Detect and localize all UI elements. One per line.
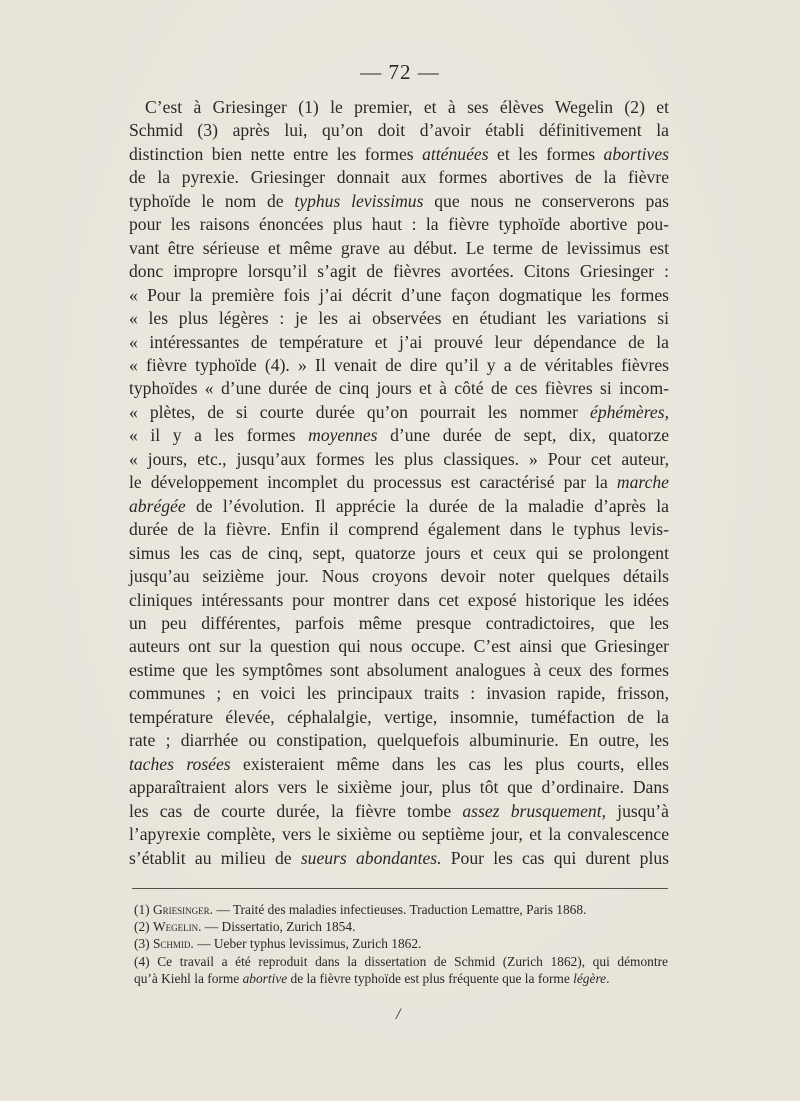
italic-text: abortive xyxy=(242,970,288,986)
text-line xyxy=(129,471,669,494)
text-run: typhoïdes « d’une durée de cinq jours et à côté de ces fièvres si incom- xyxy=(129,378,669,399)
italic-text: moyennes xyxy=(308,425,378,446)
text-run: C’est à Griesinger (1) le premier, et à ses élèves Wegelin (2) et xyxy=(145,97,669,117)
text-run: Schmid (3) après lui, qu’on doit d’avoir établi définitivement la xyxy=(129,120,669,141)
footnote-line xyxy=(134,918,668,935)
italic-text: sueurs abondantes. xyxy=(300,847,442,868)
text-line xyxy=(129,776,669,799)
footnote-line xyxy=(134,901,668,918)
text-run: « les plus légères : je les ai observées en étudiant les variations si xyxy=(129,308,669,329)
text-run: vant être sérieuse et même grave au début. Le terme de levissimus est xyxy=(129,237,669,258)
text-run: distinction bien nette entre les formes xyxy=(129,143,423,164)
italic-text: abortives xyxy=(603,143,669,164)
text-run: « Pour la première fois j’ai décrit d’une façon dogmatique les formes xyxy=(129,284,669,305)
text-run: (4) Ce travail a été reproduit dans la dissertation de Schmid (Zurich 1862), qui démontre xyxy=(134,953,668,969)
text-run: Pour les cas qui durent plus xyxy=(441,847,669,868)
text-line xyxy=(129,354,669,377)
text-line xyxy=(129,401,669,424)
text-line xyxy=(129,565,669,588)
text-line xyxy=(129,166,669,189)
text-run: jusqu’à xyxy=(605,800,669,821)
italic-text: légère xyxy=(573,970,607,986)
text-line xyxy=(129,284,669,307)
text-run: auteurs ont sur la question qui nous occupe. C’est ainsi que Griesinger xyxy=(129,636,669,657)
text-run: « jours, etc., jusqu’aux formes les plus classiques. » Pour cet auteur, xyxy=(129,448,669,469)
author-name: Wegelin xyxy=(152,919,199,935)
footnote-line xyxy=(134,970,668,987)
body-text xyxy=(129,96,669,870)
italic-text: marche xyxy=(616,472,669,493)
author-name: Griesinger xyxy=(152,902,210,917)
text-line xyxy=(129,495,669,518)
text-line xyxy=(129,612,669,635)
text-line xyxy=(129,213,669,236)
text-line xyxy=(129,424,669,447)
text-run: qu’à Kiehl la forme xyxy=(134,970,243,986)
text-line xyxy=(129,847,669,870)
text-run: typhoïde le nom de xyxy=(129,190,295,211)
text-run: de l’évolution. Il apprécie la durée de la maladie d’après la xyxy=(185,495,669,516)
text-line xyxy=(129,260,669,283)
text-run: simus les cas de cinq, sept, quatorze jours et ceux qui se prolongent xyxy=(129,542,669,563)
text-line xyxy=(129,542,669,565)
text-run: existeraient même dans les cas les plus courts, elles xyxy=(230,753,669,774)
italic-text: assez brusquement, xyxy=(462,800,606,821)
italic-text: typhus levissimus xyxy=(294,190,424,211)
text-run: « fièvre typhoïde (4). » Il venait de dire qu’il y a de véritables fièvres xyxy=(129,354,669,375)
text-line xyxy=(129,307,669,330)
text-run: température élevée, céphalalgie, vertige, insomnie, tuméfaction de la xyxy=(129,706,669,727)
text-line xyxy=(129,800,669,823)
text-run: d’une durée de sept, dix, quatorze xyxy=(377,425,669,446)
text-run: s’établit au milieu de xyxy=(129,847,301,868)
text-line xyxy=(129,96,669,119)
text-run: estime que les symptômes sont absolument analogues à ceux des formes xyxy=(129,659,669,680)
footnotes xyxy=(134,901,668,987)
text-run: . — Dissertatio, Zurich 1854. xyxy=(198,919,356,935)
author-name: Schmid xyxy=(152,936,191,952)
text-line xyxy=(129,729,669,752)
text-run: les cas de courte durée, la fièvre tombe xyxy=(129,800,463,821)
text-run: . — Traité des maladies infectieuses. Traduction Lemattre, Paris 1868. xyxy=(209,902,587,917)
text-line xyxy=(129,377,669,400)
text-run: « il y a les formes xyxy=(129,425,309,446)
italic-text: atténuées xyxy=(422,143,489,164)
page-number: — 72 — xyxy=(360,60,440,84)
text-run: de la fièvre typhoïde est plus fréquente que la forme xyxy=(287,970,574,986)
text-line xyxy=(129,237,669,260)
text-line xyxy=(129,119,669,142)
text-run: « intéressantes de température et j’ai prouvé leur dépendance de la xyxy=(129,331,669,352)
text-run: « plètes, de si courte durée qu’on pourrait les nommer xyxy=(129,401,591,422)
text-line xyxy=(129,518,669,541)
text-line xyxy=(129,448,669,471)
text-run: et les formes xyxy=(488,143,604,164)
text-line xyxy=(129,753,669,776)
text-run: jusqu’au seizième jour. Nous croyons devoir noter quelques détails xyxy=(129,566,669,587)
text-run: rate ; diarrhée ou constipation, quelquefois albuminurie. En outre, les xyxy=(129,730,669,751)
text-line xyxy=(129,190,669,213)
text-run: . xyxy=(606,970,610,986)
text-run: (1) xyxy=(134,902,153,917)
footnote-line xyxy=(134,935,668,952)
text-run: apparaîtraient alors vers le sixième jour, plus tôt que d’ordinaire. Dans xyxy=(129,777,669,798)
text-line xyxy=(129,589,669,612)
text-run: l’apyrexie complète, vers le sixième ou septième jour, et la convalescence xyxy=(129,824,669,845)
text-run: durée de la fièvre. Enfin il comprend également dans le typhus levis- xyxy=(129,519,669,540)
text-line xyxy=(129,331,669,354)
footnote-line xyxy=(134,953,668,970)
italic-text: éphémères, xyxy=(590,401,669,422)
text-run: . — Ueber typhus levissimus, Zurich 1862. xyxy=(190,936,422,952)
text-line xyxy=(129,823,669,846)
italic-text: taches rosées xyxy=(129,753,231,774)
text-run: communes ; en voici les principaux traits : invasion rapide, frisson, xyxy=(129,683,669,704)
text-line xyxy=(129,143,669,166)
text-line xyxy=(129,682,669,705)
text-line xyxy=(129,635,669,658)
text-run: le développement incomplet du processus est caractérisé par la xyxy=(129,472,617,493)
text-run: cliniques intéressants pour montrer dans cet exposé historique les idées xyxy=(129,589,669,610)
text-run: que nous ne conserverons pas xyxy=(423,190,669,211)
text-run: pour les raisons énoncées plus haut : la fièvre typhoïde abortive pou- xyxy=(129,214,669,235)
text-run: un peu différentes, parfois même presque contradictoires, que les xyxy=(129,612,669,633)
italic-text: abrégée xyxy=(129,495,186,516)
text-run: de la pyrexie. Griesinger donnait aux formes abortives de la fièvre xyxy=(129,167,669,188)
text-run: (2) xyxy=(134,919,153,935)
text-line xyxy=(129,706,669,729)
footnote-divider xyxy=(132,888,668,889)
bottom-mark: / xyxy=(396,1006,401,1023)
text-line xyxy=(129,659,669,682)
text-run: donc impropre lorsqu’il s’agit de fièvres avortées. Citons Griesinger : xyxy=(129,261,669,282)
text-run: (3) xyxy=(134,936,153,952)
